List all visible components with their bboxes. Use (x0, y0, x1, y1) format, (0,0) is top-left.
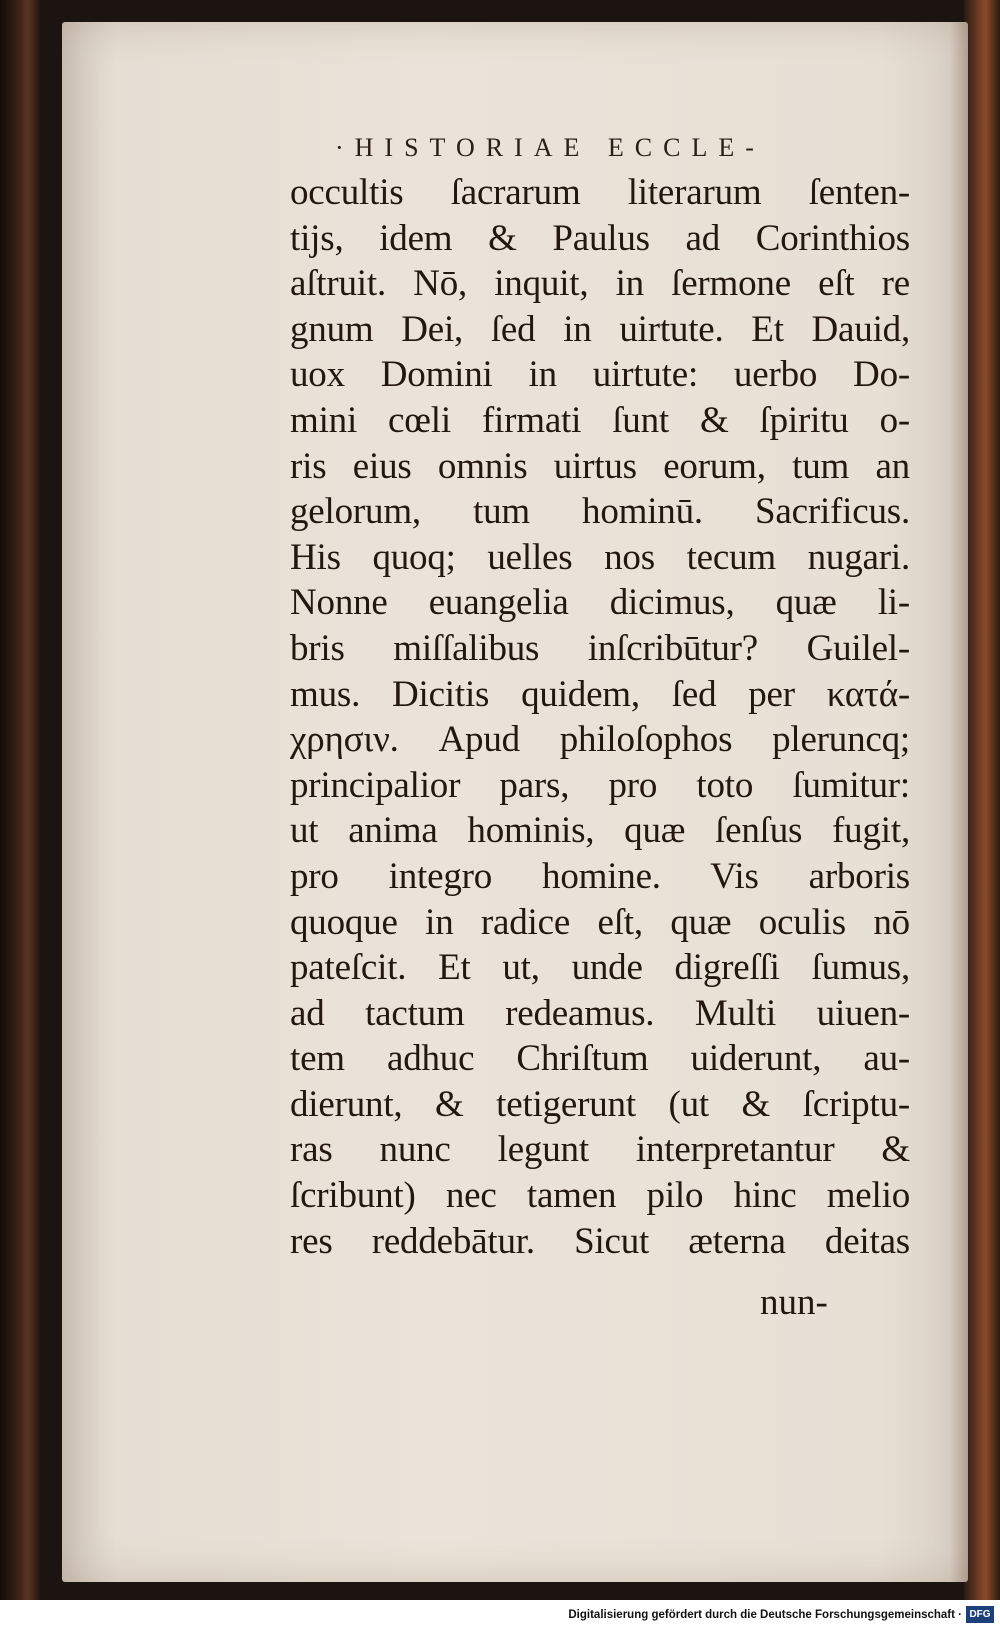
text-line: His quoq; uelles nos tecum nugari. (290, 536, 910, 578)
text-line: gnum Dei, ſed in uirtute. Et Dauid, (290, 308, 910, 350)
dfg-logo: DFG (966, 1606, 994, 1623)
text-line: ſcribunt) nec tamen pilo hinc melio (290, 1175, 910, 1217)
text-line: ras nunc legunt interpretantur & (290, 1129, 910, 1171)
book-cover-edge-left (0, 0, 40, 1600)
text-line: pateſcit. Et ut, unde digreſſi ſumus, (290, 947, 910, 989)
text-line: ris eius omnis uirtus eorum, tum an (290, 445, 910, 487)
text-line: res reddebātur. Sicut æterna deitas (290, 1220, 910, 1262)
text-line: tijs, idem & Paulus ad Corinthios (290, 217, 910, 259)
page-fold-shadow (950, 22, 968, 1582)
text-line: uox Domini in uirtute: uerbo Do- (290, 354, 910, 396)
text-line: ut anima hominis, quæ ſenſus fugit, (290, 810, 910, 852)
text-line: mus. Dicitis quidem, ſed per κατά- (290, 673, 910, 715)
text-line: bris miſſalibus inſcribūtur? Guilel- (290, 627, 910, 669)
text-line: pro integro homine. Vis arboris (290, 855, 910, 897)
text-line: principalior pars, pro toto ſumitur: (290, 764, 910, 806)
catchword: nun- (760, 1282, 828, 1323)
text-line: gelorum, tum hominū. Sacrificus. (290, 491, 910, 533)
text-line: χρησιν. Apud philoſophos pleruncq; (290, 719, 910, 761)
body-text (290, 170, 910, 1264)
text-line: mini cœli firmati ſunt & ſpiritu o- (290, 399, 910, 441)
text-line: occultis ſacrarum literarum ſenten- (290, 172, 910, 213)
text-line: quoque in radice eſt, quæ oculis nō (290, 901, 910, 943)
running-head: ·HISTORIAE ECCLE- (335, 133, 765, 162)
text-line: dierunt, & tetigerunt (ut & ſcriptu- (290, 1083, 910, 1125)
book-cover-edge-right (964, 0, 1000, 1600)
text-line: aſtruit. Nō, inquit, in ſermone eſt re (290, 263, 910, 305)
funding-credit: Digitalisierung gefördert durch die Deutsche Forschungsgemeinschaft · (568, 1609, 962, 1621)
text-line: Nonne euangelia dicimus, quæ li- (290, 582, 910, 624)
text-line: ad tactum redeamus. Multi uiuen- (290, 992, 910, 1034)
text-line: tem adhuc Chriſtum uiderunt, au- (290, 1038, 910, 1080)
